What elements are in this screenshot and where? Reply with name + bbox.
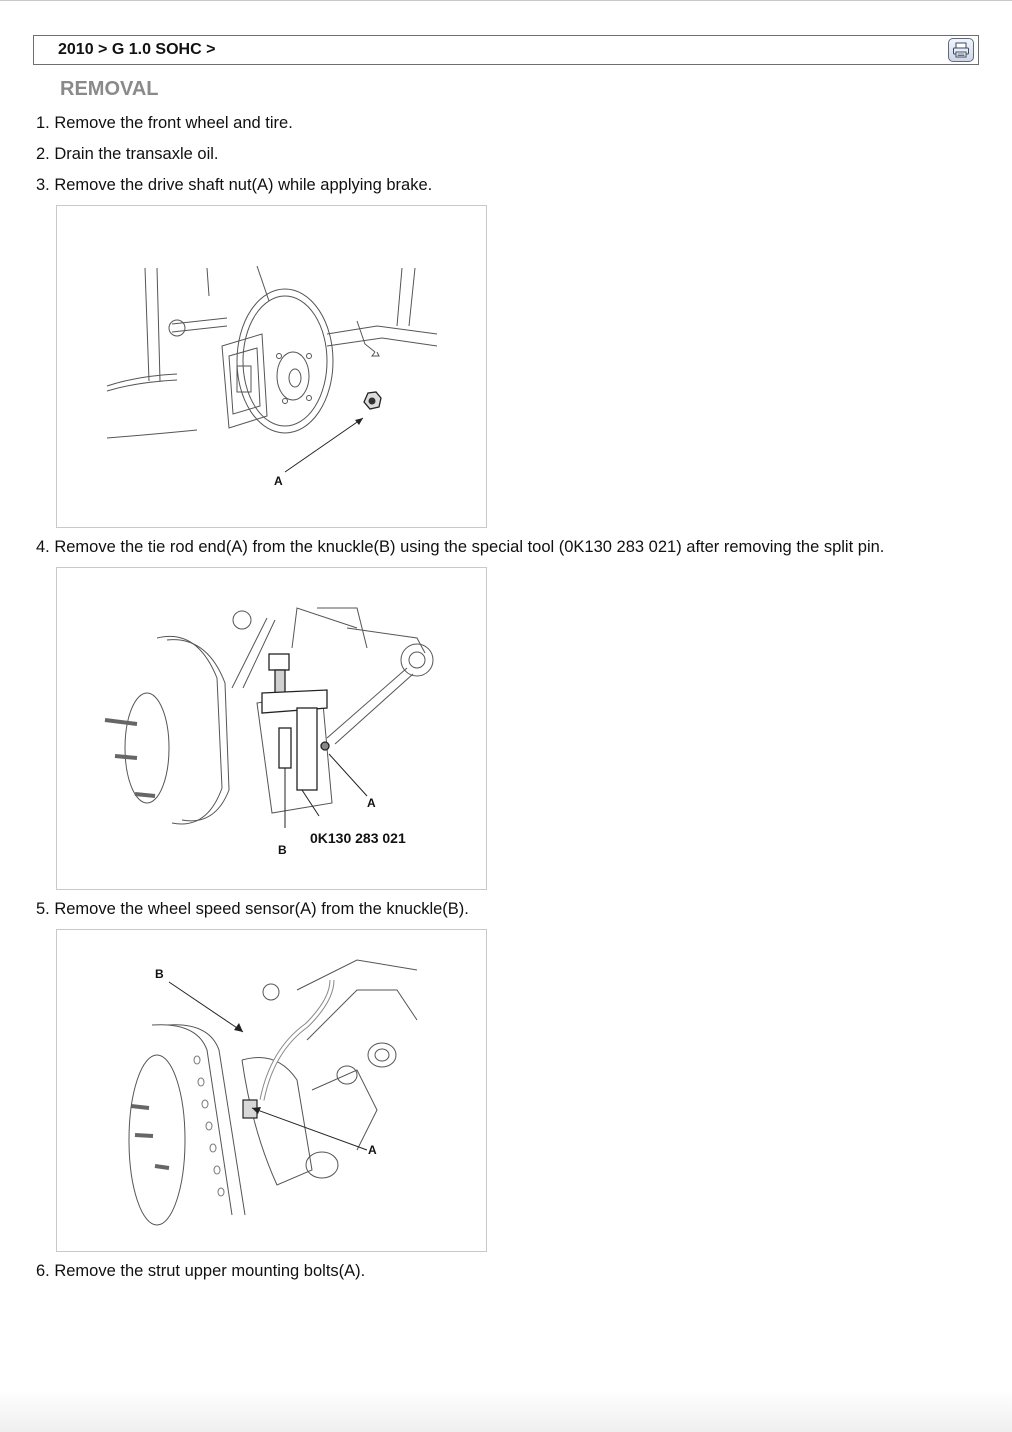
top-rule	[0, 0, 1012, 1]
callout-b: B	[155, 967, 164, 981]
step-1: 1. Remove the front wheel and tire.	[36, 114, 293, 132]
figure-wheel-speed-sensor	[56, 929, 487, 1252]
callout-b: B	[278, 843, 287, 857]
callout-special-tool: 0K130 283 021	[310, 830, 406, 846]
print-button[interactable]	[948, 38, 974, 62]
step-2: 2. Drain the transaxle oil.	[36, 145, 219, 163]
step-5: 5. Remove the wheel speed sensor(A) from the knuckle(B).	[36, 900, 469, 918]
callout-a: A	[368, 1143, 377, 1157]
step-3: 3. Remove the drive shaft nut(A) while applying brake.	[36, 176, 433, 194]
printer-icon	[952, 42, 970, 58]
drive-shaft-nut-illustration	[57, 206, 488, 529]
figure-tie-rod-end	[56, 567, 487, 890]
page-bottom-shadow	[0, 1390, 1012, 1432]
breadcrumb	[33, 35, 979, 65]
drive-shaft-nut	[364, 392, 381, 409]
special-tool	[262, 654, 329, 790]
breadcrumb-text: 2010 > G 1.0 SOHC >	[58, 41, 216, 58]
callout-a: A	[274, 474, 283, 488]
tie-rod-end-illustration	[57, 568, 488, 891]
step-4: 4. Remove the tie rod end(A) from the knuckle(B) using the special tool (0K130 283 021) after removing the split pin.	[36, 538, 885, 556]
figure-drive-shaft-nut	[56, 205, 487, 528]
callout-a: A	[367, 796, 376, 810]
section-title: REMOVAL	[60, 78, 159, 100]
wheel-speed-sensor-illustration	[57, 930, 488, 1253]
step-6: 6. Remove the strut upper mounting bolts(A).	[36, 1262, 366, 1280]
